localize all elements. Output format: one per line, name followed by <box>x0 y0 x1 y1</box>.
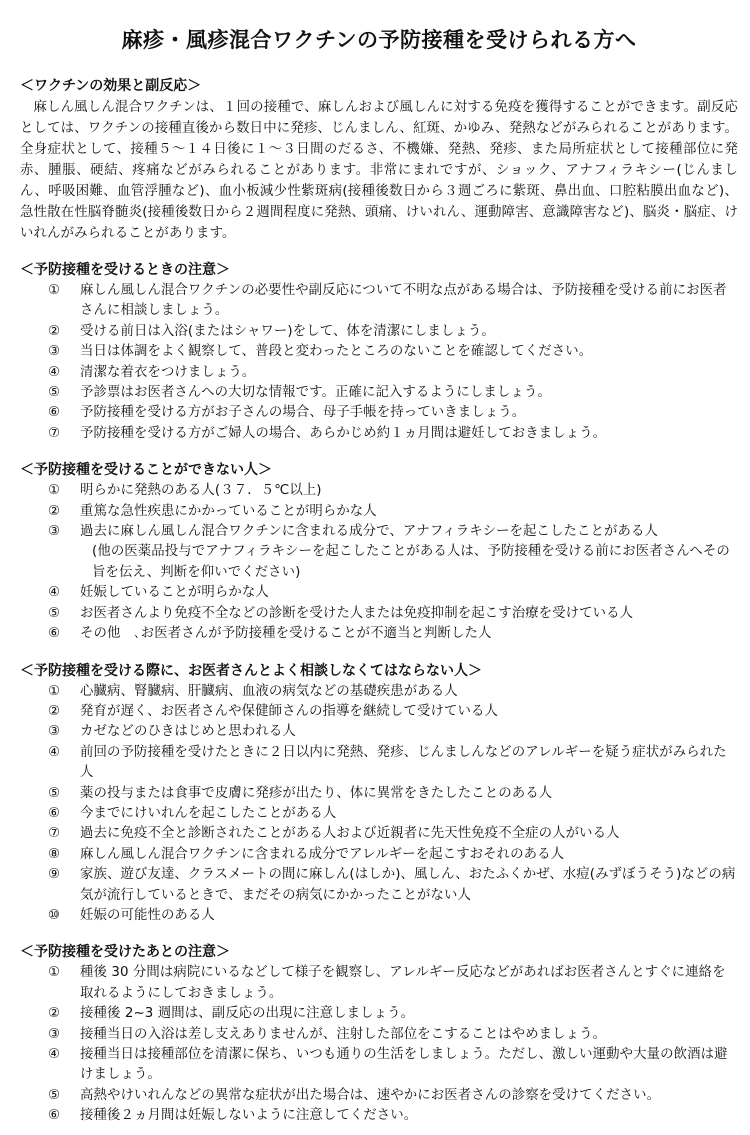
list-item <box>20 281 738 322</box>
item-number: ⑥ <box>48 405 61 421</box>
item-text-block <box>80 342 738 362</box>
list-item <box>20 322 738 342</box>
item-text: 予診票はお医者さんへの大切な情報です。正確に記入するようにしましょう。 <box>80 385 551 401</box>
item-list <box>20 281 738 444</box>
list-item <box>20 583 738 603</box>
item-text: 接種当日の入浴は差し支えありませんが、注射した部位をこすることはやめましょう。 <box>80 1026 607 1042</box>
item-text-block <box>80 502 738 522</box>
item-text-block <box>80 363 738 383</box>
item-text: カゼなどのひきはじめと思われる人 <box>80 724 296 740</box>
item-text: 妊娠の可能性のある人 <box>80 907 215 923</box>
list-item <box>20 1025 738 1045</box>
list-item <box>20 824 738 844</box>
list-item <box>20 502 738 522</box>
item-text-block <box>80 865 738 906</box>
item-text-block <box>80 1086 738 1106</box>
item-text: 清潔な着衣をつけましょう。 <box>80 364 256 380</box>
list-item <box>20 702 738 722</box>
item-number: ① <box>48 683 61 699</box>
item-text-block <box>80 1045 738 1086</box>
list-item <box>20 1086 738 1106</box>
item-text: 心臓病、腎臓病、肝臓病、血液の病気などの基礎疾患がある人 <box>80 683 458 699</box>
item-text: 明らかに発熱のある人(３７．５℃以上) <box>80 483 322 499</box>
item-text-block <box>80 604 738 624</box>
item-text: 接種当日は接種部位を清潔に保ち、いつも通りの生活をしましょう。ただし、激しい運動や大量の飲酒は避けましょう。 <box>80 1047 728 1083</box>
item-list <box>20 682 738 927</box>
item-number: ③ <box>48 1026 61 1042</box>
item-text-block <box>80 322 738 342</box>
list-item <box>20 865 738 906</box>
item-text-block <box>80 481 738 501</box>
list-item <box>20 722 738 742</box>
item-text: 家族、遊び友達、クラスメートの間に麻しん(はしか)、風しん、おたふくかぜ、水痘(みずぼうそう)などの病気が流行しているときで、まだその病気にかかったことがない人 <box>80 867 736 903</box>
item-text-block <box>80 824 738 844</box>
list-item <box>20 784 738 804</box>
item-number: ③ <box>48 724 61 740</box>
item-number: ⑦ <box>48 425 61 441</box>
section-precautions-before <box>20 260 738 444</box>
item-text-block <box>80 743 738 784</box>
item-text: 今までにけいれんを起こしたことがある人 <box>80 805 337 821</box>
list-item <box>20 804 738 824</box>
list-item <box>20 624 738 644</box>
item-number: ② <box>48 703 61 719</box>
item-text: 重篤な急性疾患にかかっていることが明らかな人 <box>80 503 377 519</box>
item-number: ④ <box>48 744 61 760</box>
list-item <box>20 1004 738 1024</box>
item-text-block <box>80 383 738 403</box>
section-after-vaccination <box>20 942 738 1126</box>
item-number: ⑥ <box>48 626 61 642</box>
item-number: ① <box>48 965 61 981</box>
section-heading: ＜予防接種を受けたあとの注意＞ <box>20 944 230 961</box>
item-text-block <box>80 522 738 583</box>
item-text-block <box>80 682 738 702</box>
item-number: ⑤ <box>48 605 61 621</box>
item-note: (他の医薬品投与でアナフィラキシーを起こしたことがある人は、予防接種を受ける前にお医者さんへその旨を伝え、判断を仰いでください) <box>92 544 730 580</box>
item-text-block <box>80 1025 738 1045</box>
list-item <box>20 403 738 423</box>
list-item <box>20 845 738 865</box>
item-list <box>20 481 738 644</box>
item-text: 予防接種を受ける方がご婦人の場合、あらかじめ約１ヵ月間は避妊しておきましょう。 <box>80 425 607 441</box>
item-text: 受ける前日は入浴(またはシャワー)をして、体を清潔にしましょう。 <box>80 323 495 339</box>
list-item <box>20 906 738 926</box>
item-number: ⑦ <box>48 826 61 842</box>
list-item <box>20 682 738 702</box>
item-text: 前回の予防接種を受けたときに２日以内に発熱、発疹、じんましんなどのアレルギーを疑う症状がみられた人 <box>80 744 727 781</box>
section-heading: ＜予防接種を受ける際に、お医者さんとよく相談しなくてはならない人＞ <box>20 662 482 679</box>
item-text: その他 ､お医者さんが予防接種を受けることが不適当と判断した人 <box>80 626 492 642</box>
item-text-block <box>80 722 738 742</box>
item-number: ① <box>48 283 61 298</box>
list-item <box>20 342 738 362</box>
item-number: ③ <box>48 524 61 540</box>
item-number: ① <box>48 483 61 499</box>
item-text-block <box>80 424 738 444</box>
item-number: ⑥ <box>48 1108 61 1124</box>
item-text-block <box>80 1004 738 1024</box>
item-text-block <box>80 583 738 603</box>
item-text: お医者さんより免疫不全などの診断を受けた人または免疫抑制を起こす治療を受けている人 <box>80 605 634 621</box>
section-heading: ＜予防接種を受けるときの注意＞ <box>20 262 230 278</box>
item-number: ⑤ <box>48 785 61 801</box>
item-text: 麻しん風しん混合ワクチンの必要性や副反応について不明な点がある場合は、予防接種を受ける前にお医者さんに相談しましょう。 <box>80 283 727 319</box>
list-item <box>20 522 738 583</box>
item-text-block <box>80 784 738 804</box>
item-text: 妊娠していることが明らかな人 <box>80 585 269 601</box>
item-text-block <box>80 702 738 722</box>
list-item <box>20 363 738 383</box>
item-text-block <box>80 963 738 1004</box>
item-number: ③ <box>48 344 61 360</box>
item-text: 種後 30 分間は病院にいるなどして様子を観察し、アレルギー反応などがあればお医者さんとすぐに連絡を取れるようにしておきましょう。 <box>80 965 726 1001</box>
list-item <box>20 1045 738 1086</box>
section-paragraph: 麻しん風しん混合ワクチンは、１回の接種で、麻しんおよび風しんに対する免疫を獲得することができます。副反応としては、ワクチンの接種直後から数日中に発疹、じんましん、紅斑、かゆみ、発熱などがみられることがあります。全身症状として、接種５～１４日後に１～３日間のだるさ、不機嫌、発熱、発疹、また局所症状として接種部位に発赤、腫脹、硬結、疼痛などがみられることがあります。非常にまれですが、ショック、アナフィラキシー(じんましん、呼吸困難、血管浮腫など)、血小板減少性紫斑病(接種後数日から３週ごろに紫斑、鼻出血、口腔粘膜出血など)、急性散在性脳脊髄炎(接種後数日から２週間程度に発熱、頭痛、けいれん、運動障害、意識障害など)、脳炎・脳症、けいれんがみられることがあります。 <box>20 100 738 241</box>
item-number: ⑤ <box>48 1087 61 1103</box>
list-item <box>20 743 738 784</box>
item-text-block <box>80 906 738 926</box>
item-number: ④ <box>48 364 61 380</box>
item-text: 過去に免疫不全と診断されたことがある人および近親者に先天性免疫不全症の人がいる人 <box>80 826 620 842</box>
item-text-block <box>80 624 738 644</box>
item-text: 接種後 2~3 週間は、副反応の出現に注意しましょう。 <box>80 1006 415 1022</box>
item-number: ⑤ <box>48 385 61 401</box>
section-heading: ＜ワクチンの効果と副反応＞ <box>20 78 202 94</box>
item-text: 麻しん風しん混合ワクチンに含まれる成分でアレルギーを起こすおそれのある人 <box>80 846 565 862</box>
list-item <box>20 604 738 624</box>
section-not-eligible <box>20 460 738 644</box>
item-number: ④ <box>48 1047 61 1062</box>
item-text-block <box>80 1106 738 1126</box>
item-number: ⑥ <box>48 805 61 821</box>
item-text-block <box>80 804 738 824</box>
item-number: ⑧ <box>48 846 61 862</box>
item-text: 過去に麻しん風しん混合ワクチンに含まれる成分で、アナフィラキシーを起こしたことがある人 <box>80 524 658 540</box>
list-item <box>20 963 738 1004</box>
item-number: ② <box>48 1006 61 1022</box>
list-item <box>20 481 738 501</box>
section-consult-doctor <box>20 661 738 927</box>
page-title: 麻疹・風疹混合ワクチンの予防接種を受けられる方へ <box>121 28 637 52</box>
item-text: 発育が遅く、お医者さんや保健師さんの指導を継続して受けている人 <box>80 703 498 719</box>
item-text: 接種後２ヵ月間は妊娠しないように注意してください。 <box>80 1108 418 1124</box>
section-heading: ＜予防接種を受けることができない人＞ <box>20 462 272 479</box>
item-number: ⑩ <box>48 907 61 923</box>
item-text: 当日は体調をよく観察して、普段と変わったところのないことを確認してください。 <box>80 344 593 360</box>
list-item <box>20 1106 738 1126</box>
item-number: ② <box>48 323 61 339</box>
item-text-block <box>80 845 738 865</box>
item-number: ⑨ <box>48 867 61 883</box>
item-text-block <box>80 281 738 322</box>
section-vaccine-effects <box>20 76 738 244</box>
item-list <box>20 963 738 1126</box>
item-text-block <box>80 403 738 423</box>
item-text: 薬の投与または食事で皮膚に発疹が出たり、体に異常をきたしたことのある人 <box>80 785 553 801</box>
item-text: 高熱やけいれんなどの異常な症状が出た場合は、速やかにお医者さんの診察を受けてください。 <box>80 1087 661 1103</box>
item-number: ④ <box>48 585 61 601</box>
item-number: ② <box>48 503 61 519</box>
list-item <box>20 424 738 444</box>
list-item <box>20 383 738 403</box>
item-text: 予防接種を受ける方がお子さんの場合、母子手帳を持っていきましょう。 <box>80 405 526 421</box>
